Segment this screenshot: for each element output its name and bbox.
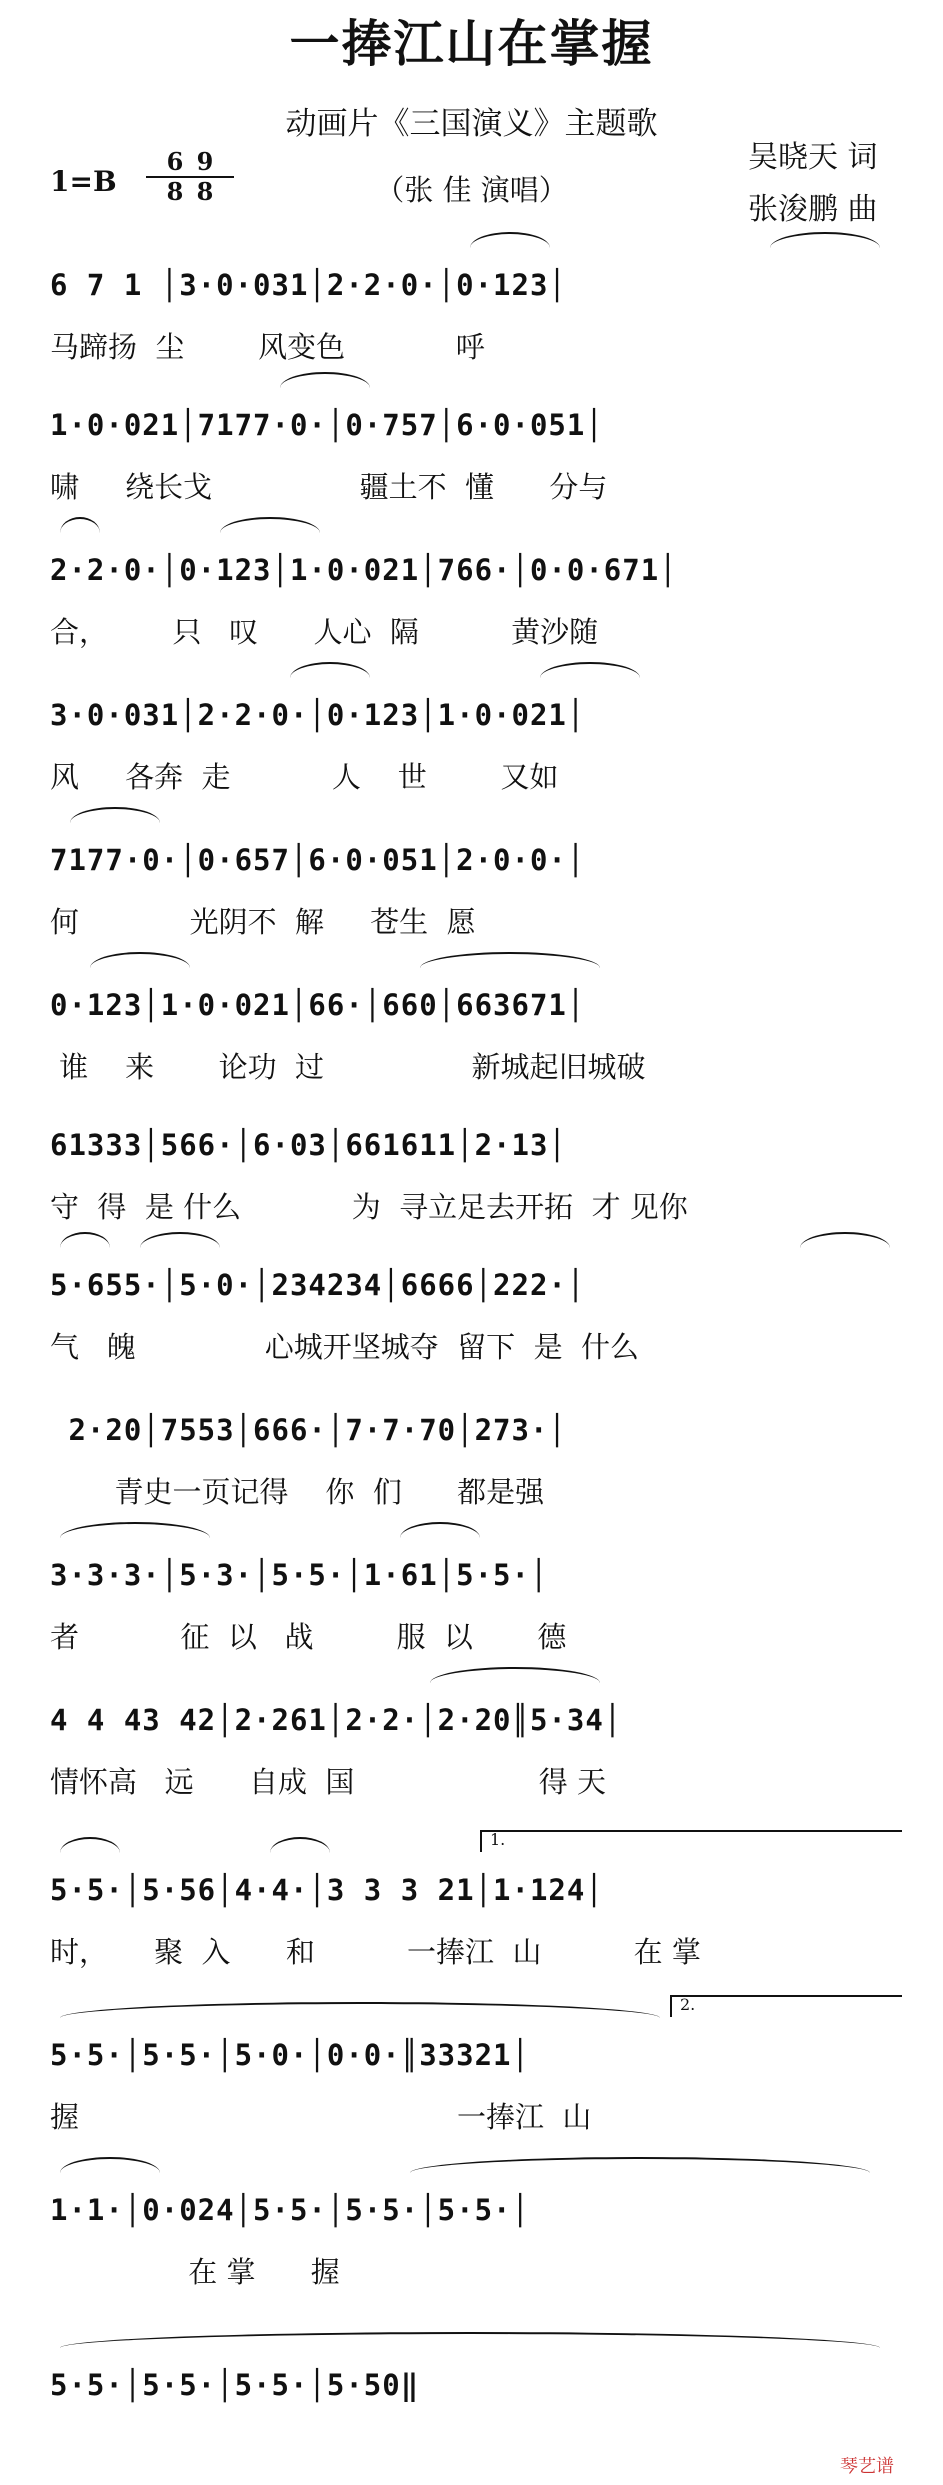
notation-line — [50, 255, 900, 315]
jianpu-notes: 2·2·0·│0·123│1·0·021│766·│0·0·671│ — [50, 553, 678, 587]
jianpu-notes: 0·123│1·0·021│66·│660│663671│ — [50, 988, 586, 1022]
song-title: 一捧江山在掌握 — [289, 14, 654, 73]
lyricist-credit: 吴晓天 词 — [748, 140, 878, 175]
volta-2-bracket — [670, 1995, 902, 2017]
lyrics-line: 啸 绕长戈 疆土不 懂 分与 — [50, 470, 608, 504]
jianpu-notes: 5·5·│5·5·│5·5·│5·50‖ — [50, 2368, 420, 2402]
credits — [748, 132, 878, 236]
notation-line — [50, 2025, 900, 2085]
notation-line — [50, 1860, 900, 1920]
jianpu-notes: 5·5·│5·5·│5·0·│0·0·║33321│ — [50, 2038, 530, 2072]
jianpu-notes: 3·3·3·│5·3·│5·5·│1·61│5·5·│ — [50, 1558, 549, 1592]
slur-arc — [280, 372, 370, 388]
slur-arc — [140, 1232, 220, 1248]
lyrics-line: 风 各奔 走 人 世 又如 — [50, 760, 559, 794]
slur-arc — [270, 1837, 330, 1853]
jianpu-notes: 1·0·021│7177·0·│0·757│6·0·051│ — [50, 408, 604, 442]
lyrics-line: 合， 只 叹 人心 隔 黄沙随 — [50, 615, 599, 649]
meter-a-top: 6 — [166, 147, 184, 176]
slur-arc — [410, 2157, 870, 2173]
lyrics-line: 在 掌 握 — [50, 2255, 340, 2289]
notation-line — [50, 2180, 900, 2240]
lyrics-line: 何 光阴不 解 苍生 愿 — [50, 905, 476, 939]
slur-arc — [90, 952, 190, 968]
jianpu-notes: 5·655·│5·0·│234234│6666│222·│ — [50, 1268, 586, 1302]
lyrics-line: 青史一页记得 你 们 都是强 — [50, 1475, 545, 1509]
slur-arc — [60, 1522, 210, 1538]
lyrics-line: 情怀高 远 自成 国 得 天 — [50, 1765, 606, 1799]
notation-line — [50, 830, 900, 890]
notation-line — [50, 1115, 900, 1175]
volta-1-label: 1. — [490, 1830, 506, 1849]
jianpu-notes: 1·1·│0·024│5·5·│5·5·│5·5·│ — [50, 2193, 530, 2227]
slur-arc — [540, 662, 640, 678]
lyrics-line: 握 一捧江 山 — [50, 2100, 592, 2134]
jianpu-notes: 2·20│7553│666·│7·7·70│273·│ — [50, 1413, 567, 1447]
slur-arc — [60, 517, 100, 533]
slur-arc — [60, 2002, 660, 2018]
notation-line — [50, 395, 900, 455]
meter-a-bottom: 8 — [166, 177, 184, 206]
lyrics-line — [50, 2425, 900, 2469]
volta-1-bracket — [480, 1830, 902, 1852]
lyrics-line: 守 得 是 什么 为 寻立足去开拓 才 见你 — [50, 1190, 688, 1224]
slur-arc — [800, 1232, 890, 1248]
time-signature-b — [170, 147, 240, 206]
jianpu-notes: 4 4 43 42│2·261│2·2·│2·20║5·34│ — [50, 1703, 623, 1737]
song-subtitle: 动画片《三国演义》主题歌 — [285, 106, 658, 142]
slur-arc — [400, 1522, 480, 1538]
jianpu-notes: 3·0·031│2·2·0·│0·123│1·0·021│ — [50, 698, 586, 732]
notation-line — [50, 975, 900, 1035]
lyrics-line: 者 征 以 战 服 以 德 — [50, 1620, 567, 1654]
slur-arc — [430, 1667, 600, 1683]
composer-credit: 张浚鹏 曲 — [748, 192, 878, 227]
slur-arc — [290, 662, 370, 678]
notation-line — [50, 1545, 900, 1605]
lyrics-line: 谁 来 论功 过 新城起旧城破 — [50, 1050, 646, 1084]
lyrics-line: 马蹄扬 尘 风变色 呼 — [50, 330, 485, 364]
slur-arc — [60, 2332, 880, 2348]
notation-line — [50, 685, 900, 745]
notation-line — [50, 1690, 900, 1750]
slur-arc — [420, 952, 600, 968]
watermark-logo: 琴艺谱 — [840, 2456, 894, 2477]
notation-line — [50, 1255, 900, 1315]
singer-credit: （张 佳 演唱） — [375, 173, 568, 207]
jianpu-notes: 7177·0·│0·657│6·0·051│2·0·0·│ — [50, 843, 586, 877]
notation-line — [50, 2355, 900, 2415]
slur-arc — [220, 517, 320, 533]
slur-arc — [60, 1232, 110, 1248]
lyrics-line: 时， 聚 入 和 一捧江 山 在 掌 — [50, 1935, 701, 1969]
meter-b-top: 9 — [196, 147, 214, 176]
notation-line — [50, 1400, 900, 1460]
slur-arc — [60, 2157, 160, 2173]
notation-line — [50, 540, 900, 600]
jianpu-notes: 61333│566·│6·03│661611│2·13│ — [50, 1128, 567, 1162]
volta-2-label: 2. — [680, 1995, 696, 2014]
meter-b-bottom: 8 — [196, 177, 214, 206]
slur-arc — [60, 1837, 120, 1853]
jianpu-notes: 6 7 1 │3·0·031│2·2·0·│0·123│ — [50, 268, 567, 302]
slur-arc — [470, 232, 550, 248]
key-signature: 1=B — [50, 165, 117, 198]
slur-arc — [70, 807, 160, 823]
jianpu-notes: 5·5·│5·56│4·4·│3 3 3 21│1·124│ — [50, 1873, 604, 1907]
lyrics-line: 气 魄 心城开坚城夺 留下 是 什么 — [50, 1330, 640, 1364]
